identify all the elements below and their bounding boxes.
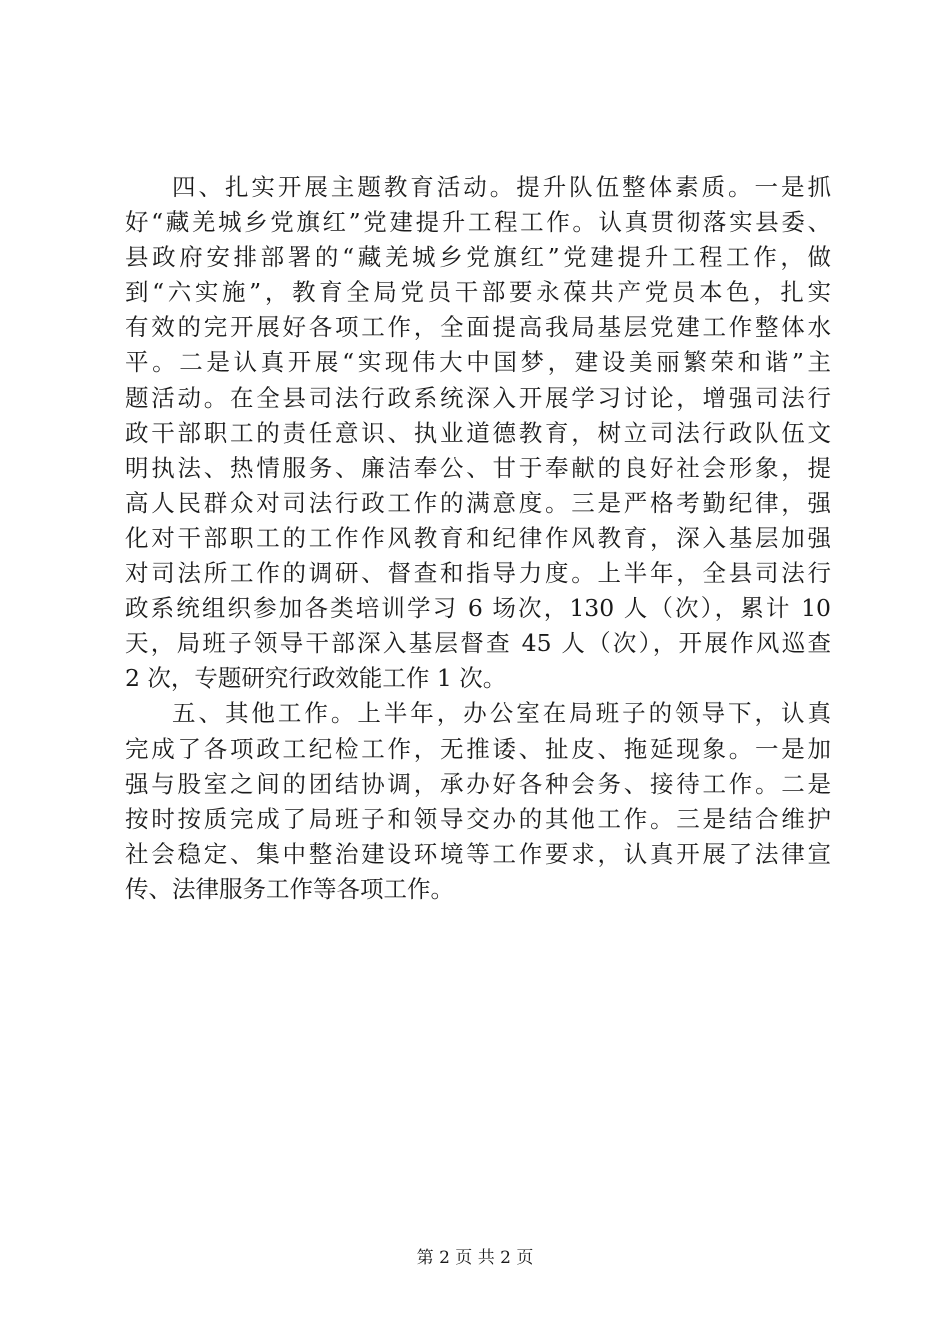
text-line: 完成了各项政工纪检工作，无推诿、扯皮、拖延现象。一是加 <box>125 734 831 763</box>
text-line: 政系统组织参加各类培训学习 6 场次，130 人（次），累计 10 <box>125 594 831 623</box>
text-line: 到“六实施”，教育全局党员干部要永葆共产党员本色，扎实 <box>125 278 831 307</box>
paragraph-other-work <box>125 696 831 907</box>
text-line: 好“藏羌城乡党旗红”党建提升工程工作。认真贯彻落实县委、 <box>125 208 831 237</box>
text-line: 传、法律服务工作等各项工作。 <box>125 874 454 903</box>
document-body <box>125 170 831 907</box>
text-line: 天，局班子领导干部深入基层督查 45 人（次），开展作风巡查 <box>125 629 831 658</box>
text-line: 五、其他工作。上半年，办公室在局班子的领导下，认真 <box>172 699 831 728</box>
text-line: 化对干部职工的工作作风教育和纪律作风教育，深入基层加强 <box>125 523 831 552</box>
text-line: 题活动。在全县司法行政系统深入开展学习讨论，增强司法行 <box>125 383 831 412</box>
text-line: 政干部职工的责任意识、执业道德教育，树立司法行政队伍文 <box>125 418 831 447</box>
text-line: 高人民群众对司法行政工作的满意度。三是严格考勤纪律，强 <box>125 488 831 517</box>
text-line: 县政府安排部署的“藏羌城乡党旗红”党建提升工程工作，做 <box>125 243 831 272</box>
page-number-footer: 第 2 页 共 2 页 <box>416 1248 534 1268</box>
text-line: 明执法、热情服务、廉洁奉公、甘于奉献的良好社会形象，提 <box>125 453 831 482</box>
text-line: 强与股室之间的团结协调，承办好各种会务、接待工作。二是 <box>125 769 831 798</box>
text-line: 四、扎实开展主题教育活动。提升队伍整体素质。一是抓 <box>172 173 831 201</box>
text-line: 社会稳定、集中整治建设环境等工作要求，认真开展了法律宣 <box>125 839 831 868</box>
text-line: 对司法所工作的调研、督查和指导力度。上半年，全县司法行 <box>125 559 831 588</box>
text-line: 平。二是认真开展“实现伟大中国梦，建设美丽繁荣和谐”主 <box>125 348 831 377</box>
paragraph-theme-education <box>125 170 831 696</box>
text-line: 有效的完开展好各项工作，全面提高我局基层党建工作整体水 <box>125 313 831 342</box>
text-line: 2 次，专题研究行政效能工作 1 次。 <box>125 664 507 693</box>
text-line: 按时按质完成了局班子和领导交办的其他工作。三是结合维护 <box>125 804 831 833</box>
